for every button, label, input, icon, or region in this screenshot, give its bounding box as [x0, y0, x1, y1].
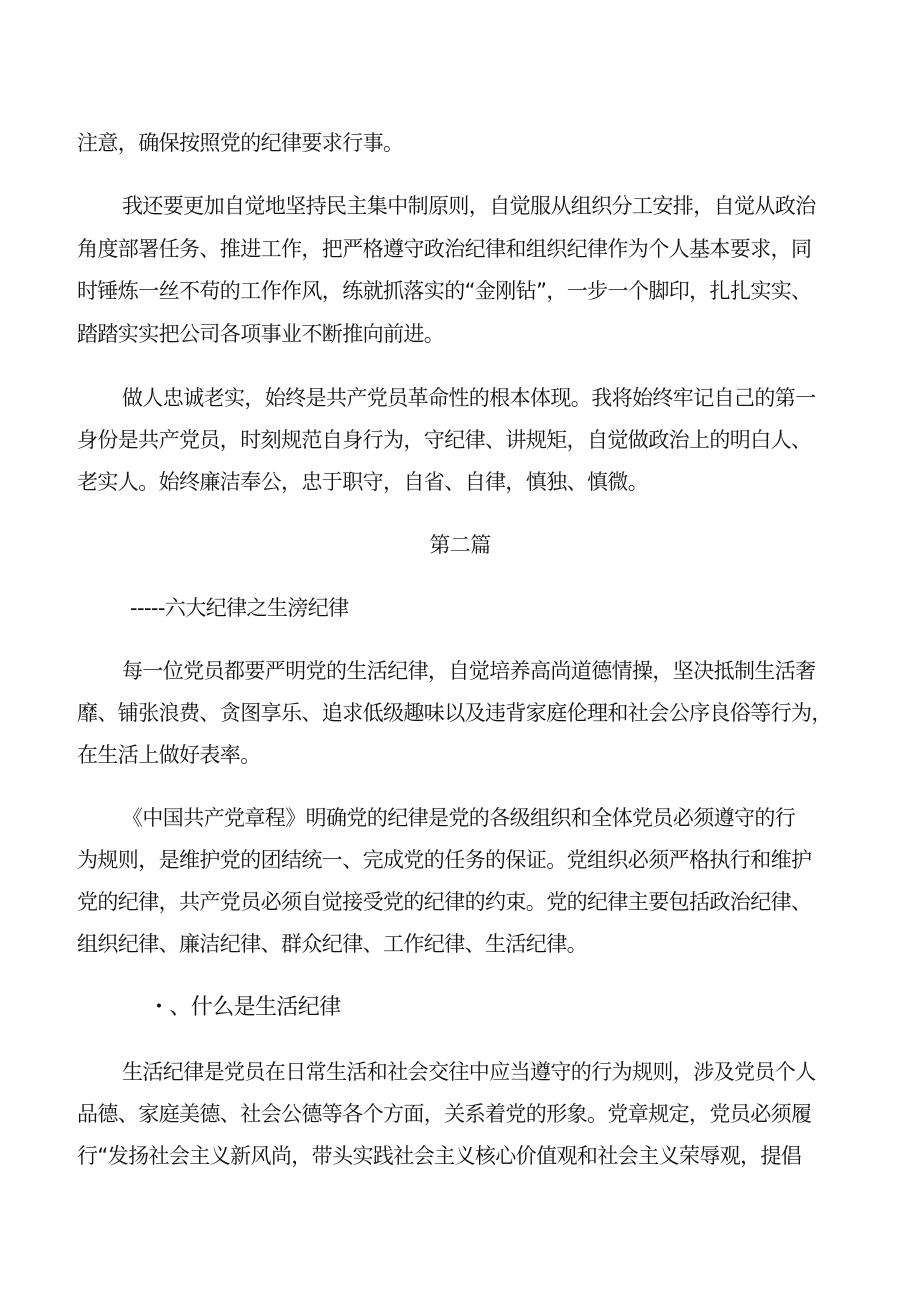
paragraph-line: 角度部署任务、推进工作，把严格遵守政治纪律和组织纪律作为个人基本要求，同: [77, 237, 812, 261]
section-heading: ・、什么是生活纪律: [148, 995, 341, 1020]
subtitle: -----六大纪律之生滂纪律: [130, 596, 349, 620]
paragraph-line: 生活纪律是党员在日常生活和社会交往中应当遵守的行为规则，涉及党员个人: [122, 1060, 816, 1084]
paragraph-line: 靡、铺张浪费、贪图享乐、追求低级趣味以及违背家庭伦理和社会公序良俗等行为，: [77, 701, 832, 725]
paragraph-line: 组织纪律、廉洁纪律、群众纪律、工作纪律、生活纪律。: [77, 932, 587, 956]
paragraph-line: 身份是共产党员，时刻规范自身行为，守纪律、讲规矩，自觉做政治上的明白人、: [77, 428, 812, 452]
paragraph-line: 品德、家庭美德、社会公德等各个方面，关系着党的形象。党章规定，党员必须履: [77, 1102, 812, 1126]
paragraph-line: 每一位党员都要严明党的生活纪律，自觉培养高尚道德情操，坚决抵制生活奢: [122, 659, 816, 683]
chapter-title: 第二篇: [429, 533, 491, 557]
paragraph-line: 做人忠诚老实，始终是共产党员革命性的根本体现。我将始终牢记自己的第一: [122, 386, 816, 410]
paragraph-line: 我还要更加自觉地坚持民主集中制原则，自觉服从组织分工安排，自觉从政治: [122, 194, 816, 218]
paragraph-line: 老实人。始终廉洁奉公，忠于职守，自省、自律，慎独、慎微。: [77, 470, 649, 494]
paragraph-line: 行“发扬社会主义新风尚，带头实践社会主义核心价值观和社会主义荣辱观，提倡: [77, 1144, 802, 1168]
paragraph-line: 在生活上做好表率。: [77, 743, 261, 767]
paragraph-line: 为规则，是维护党的团结统一、完成党的任务的保证。党组织必须严格执行和维护: [77, 848, 812, 872]
paragraph-line: 踏踏实实把公司各项事业不断推向前进。: [77, 322, 445, 346]
paragraph-line: 注意，确保按照党的纪律要求行事。: [77, 131, 404, 155]
paragraph-line: 时锤炼一丝不苟的工作作风，练就抓落实的“金刚钻”，一步一个脚印，扎扎实实、: [77, 279, 812, 303]
paragraph-line: 《中国共产党章程》明确党的纪律是党的各级组织和全体党员必须遵守的行: [122, 806, 796, 830]
paragraph-line: 党的纪律，共产党员必须自觉接受党的纪律的约束。党的纪律主要包括政治纪律、: [77, 890, 812, 914]
